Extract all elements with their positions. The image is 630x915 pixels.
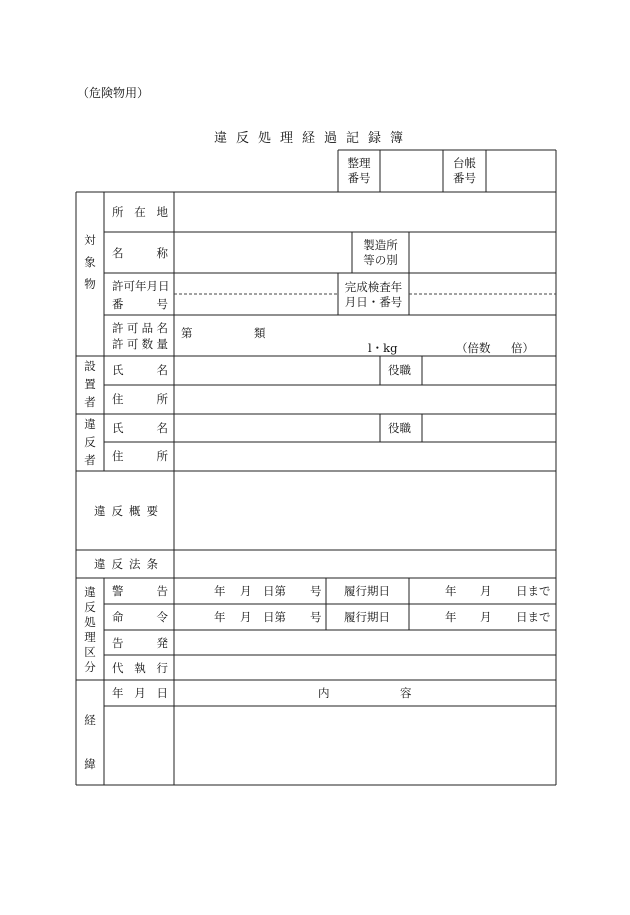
keii-you: 容 (400, 686, 412, 700)
keii-group-label: 経 緯 (84, 713, 96, 771)
form-caption: （危険物用） (77, 86, 150, 100)
ihansha-jusho-label: 住 所 (112, 449, 168, 463)
hojo-label: 違 反 法 条 (94, 557, 158, 571)
taisho-group-label: 対 象 物 (84, 233, 96, 291)
keii-nai: 内 (318, 686, 330, 700)
kyoka-number-label: 番 号 (112, 297, 168, 311)
suryo-label: 許 可 数 量 (112, 337, 168, 351)
baisu-text: （倍数 (456, 341, 491, 355)
meirei-go: 号 (310, 610, 322, 624)
meirei-tsuki: 月 (240, 610, 252, 624)
ihansha-yakushoku-label: 役職 (388, 421, 411, 435)
keii-date-header: 年 月 日 (112, 686, 168, 700)
kubun-group-label: 違 反 処 理 区 分 (84, 585, 96, 674)
kokuhatsu-label: 告 発 (112, 636, 168, 650)
meirei-nichidai: 日第 (263, 610, 286, 624)
ihansha-group-label: 違 反 者 (84, 417, 96, 467)
hinmei-label: 許 可 品 名 (112, 321, 168, 335)
gaiyo-label: 違 反 概 要 (94, 504, 158, 518)
keikoku-nen: 年 (214, 584, 226, 598)
dai-text: 第 (181, 326, 193, 340)
keikoku-rikou-nen: 年 (445, 584, 457, 598)
kansei-label: 完成検査年 月日・番号 (344, 280, 403, 309)
keikoku-rikou-tsuki: 月 (480, 584, 492, 598)
shozaichi-label: 所 在 地 (112, 205, 168, 219)
meisho-label: 名 称 (112, 246, 168, 260)
meirei-rikou-tsuki: 月 (480, 610, 492, 624)
setchisha-group-label: 設 置 者 (84, 359, 96, 409)
meirei-rikou-nen: 年 (445, 610, 457, 624)
setchisha-jusho-label: 住 所 (112, 392, 168, 406)
keikoku-tsuki: 月 (240, 584, 252, 598)
keikoku-go: 号 (310, 584, 322, 598)
bai-text: 倍） (511, 341, 534, 355)
keikoku-rikou-label: 履行期日 (344, 584, 390, 598)
ihansha-shimei-label: 氏 名 (112, 421, 168, 435)
setchisha-yakushoku-label: 役職 (388, 363, 411, 377)
seiri-label: 整理 番号 (347, 156, 371, 185)
setchisha-shimei-label: 氏 名 (112, 363, 168, 377)
meirei-nichimade: 日まで (516, 610, 551, 624)
form-title: 違反処理経過記録簿 (214, 131, 413, 146)
rui-text: 類 (254, 326, 266, 340)
kyoka-date-label: 許 可 年 月 日 (112, 279, 170, 293)
meirei-nen: 年 (214, 610, 226, 624)
daicho-label: 台帳 番号 (453, 156, 476, 185)
meirei-rikou-label: 履行期日 (344, 610, 390, 624)
keikoku-nichidai: 日第 (263, 584, 286, 598)
meirei-label: 命 令 (112, 610, 168, 624)
keikoku-nichimade: 日まで (516, 584, 551, 598)
seizosho-label: 製造所 等の別 (363, 238, 398, 267)
daishikko-label: 代 執 行 (112, 661, 168, 675)
keikoku-label: 警 告 (112, 584, 168, 598)
unit-text: l・kg (368, 341, 398, 355)
